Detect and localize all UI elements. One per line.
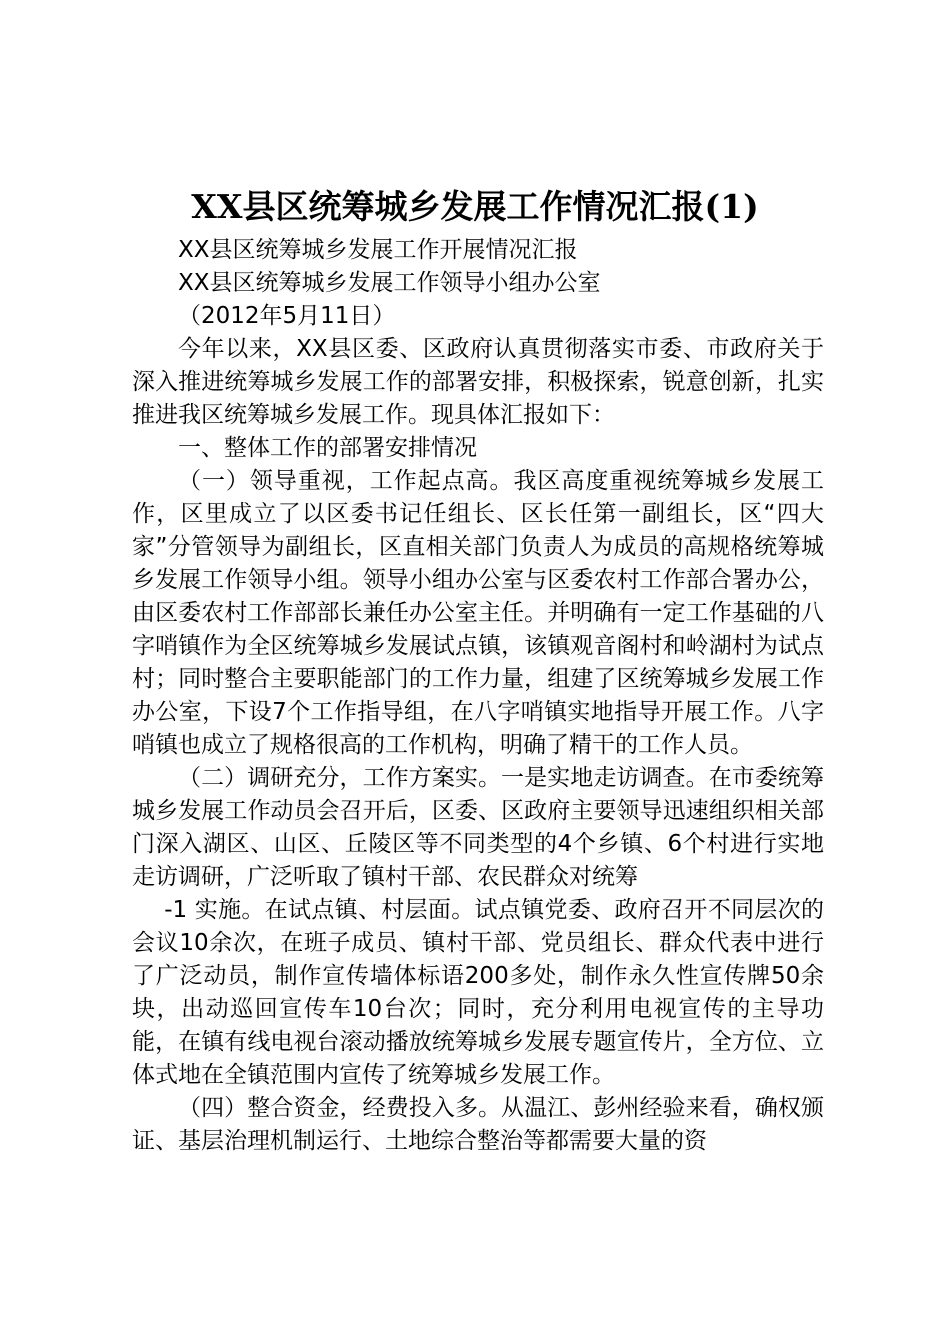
report-issuer: XX县区统筹城乡发展工作领导小组办公室 bbox=[178, 270, 601, 296]
paragraph-implementation: 实施。在试点镇、村层面。试点镇党委、政府召开不同层次的会议10余次，在班子成员、镇村干部、党员组长、群众代表中进行了广泛动员，制作宣传墙体标语200多处，制作永久性宣传牌50余块，出动巡回宣传车10台次；同时，充分利用电视宣传的主导功能，在镇有线电视台滚动播放统筹城乡发展专题宣传片，全方位、立体式地在全镇范围内宣传了统筹城乡发展工作。 bbox=[132, 897, 824, 1088]
paragraph-funding: （四）整合资金，经费投入多。从温江、彭州经验来看，确权颁证、基层治理机制运行、土地综合整治等都需要大量的资 bbox=[132, 1095, 824, 1154]
report-date: （2012年5月11日） bbox=[178, 303, 396, 329]
page-break-paragraph bbox=[132, 894, 824, 1092]
document-body bbox=[132, 234, 824, 1158]
page-number: -1 bbox=[164, 897, 188, 923]
report-subtitle: XX县区统筹城乡发展工作开展情况汇报 bbox=[178, 237, 578, 263]
section-heading-1: 一、整体工作的部署安排情况 bbox=[178, 435, 477, 461]
paragraph-intro: 今年以来，XX县区委、区政府认真贯彻落实市委、市政府关于深入推进统筹城乡发展工作的部署安排，积极探索，锐意创新，扎实推进我区统筹城乡发展工作。现具体汇报如下： bbox=[132, 336, 824, 428]
paragraph-research: （二）调研充分，工作方案实。一是实地走访调查。在市委统筹城乡发展工作动员会召开后，区委、区政府主要领导迅速组织相关部门深入湖区、山区、丘陵区等不同类型的4个乡镇、6个村进行实地走访调研，广泛听取了镇村干部、农民群众对统筹 bbox=[132, 765, 824, 890]
paragraph-leadership: （一）领导重视，工作起点高。我区高度重视统筹城乡发展工作，区里成立了以区委书记任组长、区长任第一副组长，区“四大家”分管领导为副组长，区直相关部门负责人为成员的高规格统筹城乡发展工作领导小组。领导小组办公室与区委农村工作部合署办公，由区委农村工作部部长兼任办公室主任。并明确有一定工作基础的八字哨镇作为全区统筹城乡发展试点镇，该镇观音阁村和岭湖村为试点村；同时整合主要职能部门的工作力量，组建了区统筹城乡发展工作办公室，下设7个工作指导组，在八字哨镇实地指导开展工作。八字哨镇也成立了规格很高的工作机构，明确了精干的工作人员。 bbox=[132, 468, 824, 758]
document-title: XX县区统筹城乡发展工作情况汇报(1) bbox=[191, 187, 759, 226]
